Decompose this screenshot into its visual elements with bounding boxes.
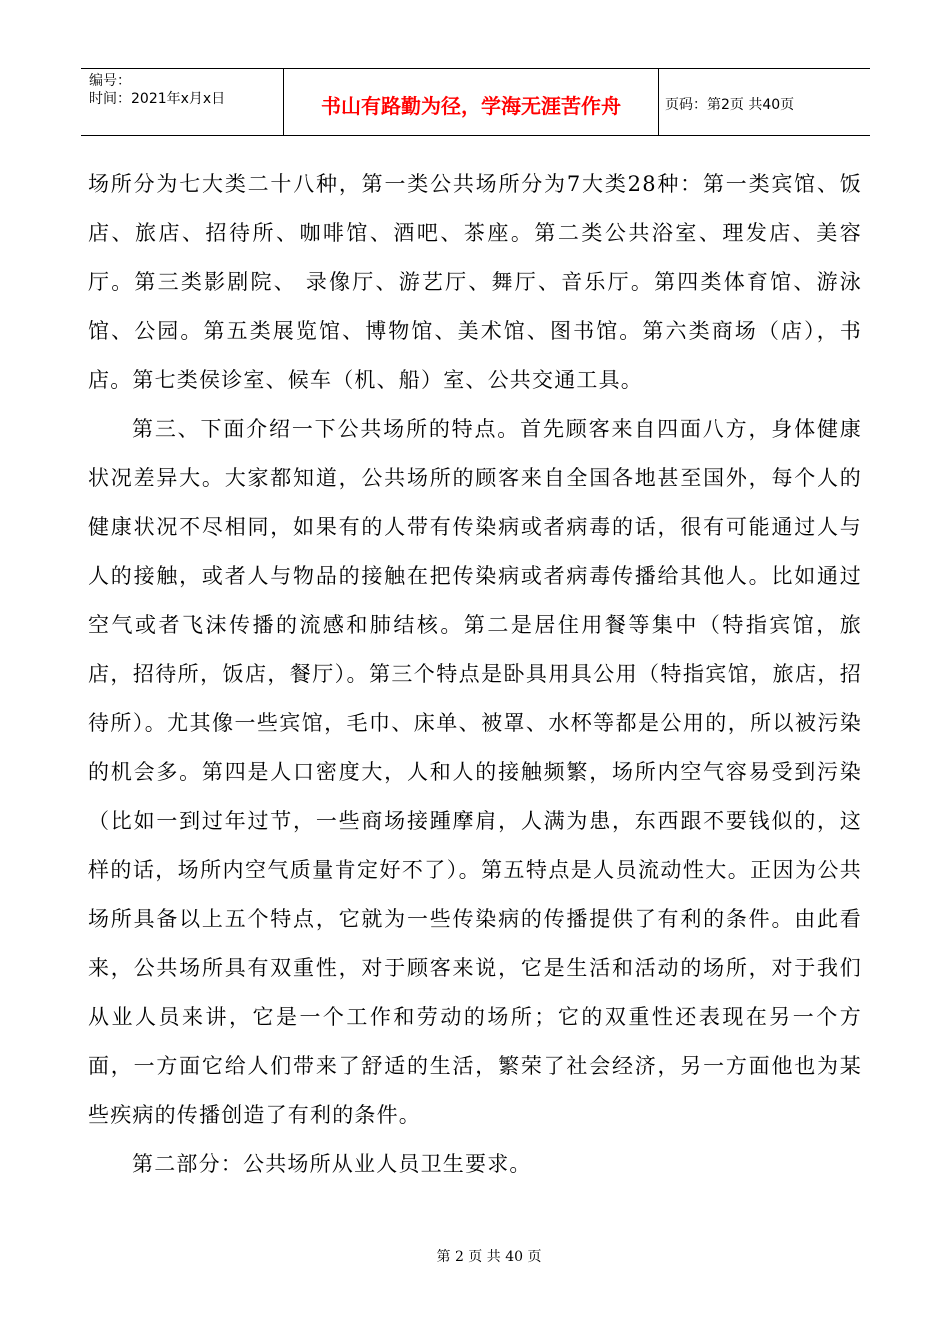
body-paragraph-3: 第二部分：公共场所从业人员卫生要求。 [132, 1152, 532, 1176]
body-paragraph-1: 场所分为七大类二十八种，第一类公共场所分为7大类28种：第一类宾馆、饭店、旅店、招待所、咖啡馆、酒吧、茶座。第二类公共浴室、理发店、美容厅。第三类影剧院、 录像厅、游艺厅、舞厅、音乐厅。第四类体育馆、游泳馆、公园。第五类展览馆、博物馆、美术馆、图书馆。第六类商场（店），书店。第七类侯诊室、候车（机、船）室、公共交通工具。 [88, 172, 862, 392]
document-time-label: 时间：2021年x月x日 [89, 91, 226, 107]
body-paragraph-2: 第三、下面介绍一下公共场所的特点。首先顾客来自四面八方，身体健康状况差异大。大家都知道，公共场所的顾客来自全国各地甚至国外，每个人的健康状况不尽相同，如果有的人带有传染病或者病毒的话，很有可能通过人与人的接触，或者人与物品的接触在把传染病或者病毒传播给其他人。比如通过空气或者飞沫传播的流感和肺结核。第二是居住用餐等集中（特指宾馆，旅店，招待所，饭店，餐厅）。第三个特点是卧具用具公用（特指宾馆，旅店，招待所）。尤其像一些宾馆，毛巾、床单、被罩、水杯等都是公用的，所以被污染的机会多。第四是人口密度大，人和人的接触频繁，场所内空气容易受到污染（比如一到过年过节，一些商场接踵摩肩，人满为患，东西跟不要钱似的，这样的话，场所内空气质量肯定好不了）。第五特点是人员流动性大。正因为公共场所具备以上五个特点，它就为一些传染病的传播提供了有利的条件。由此看来，公共场所具有双重性，对于顾客来说，它是生活和活动的场所，对于我们从业人员来讲，它是一个工作和劳动的场所；它的双重性还表现在另一个方面，一方面它给人们带来了舒适的生活，繁荣了社会经济，另一方面他也为某些疾病的传播创造了有利的条件。 [88, 417, 862, 1127]
document-header [81, 68, 870, 136]
header-page-code: 页码：第2页 共40页 [665, 97, 795, 113]
header-page-cell [659, 69, 870, 135]
document-number-label: 编号： [89, 73, 131, 89]
header-motto: 书山有路勤为径，学海无涯苦作舟 [321, 93, 621, 118]
document-body [88, 160, 862, 1189]
page-footer [0, 1246, 950, 1266]
footer-page-number: 第 2 页 共 40 页 [436, 1249, 542, 1265]
header-motto-cell [284, 69, 659, 135]
header-meta-cell [81, 69, 284, 135]
